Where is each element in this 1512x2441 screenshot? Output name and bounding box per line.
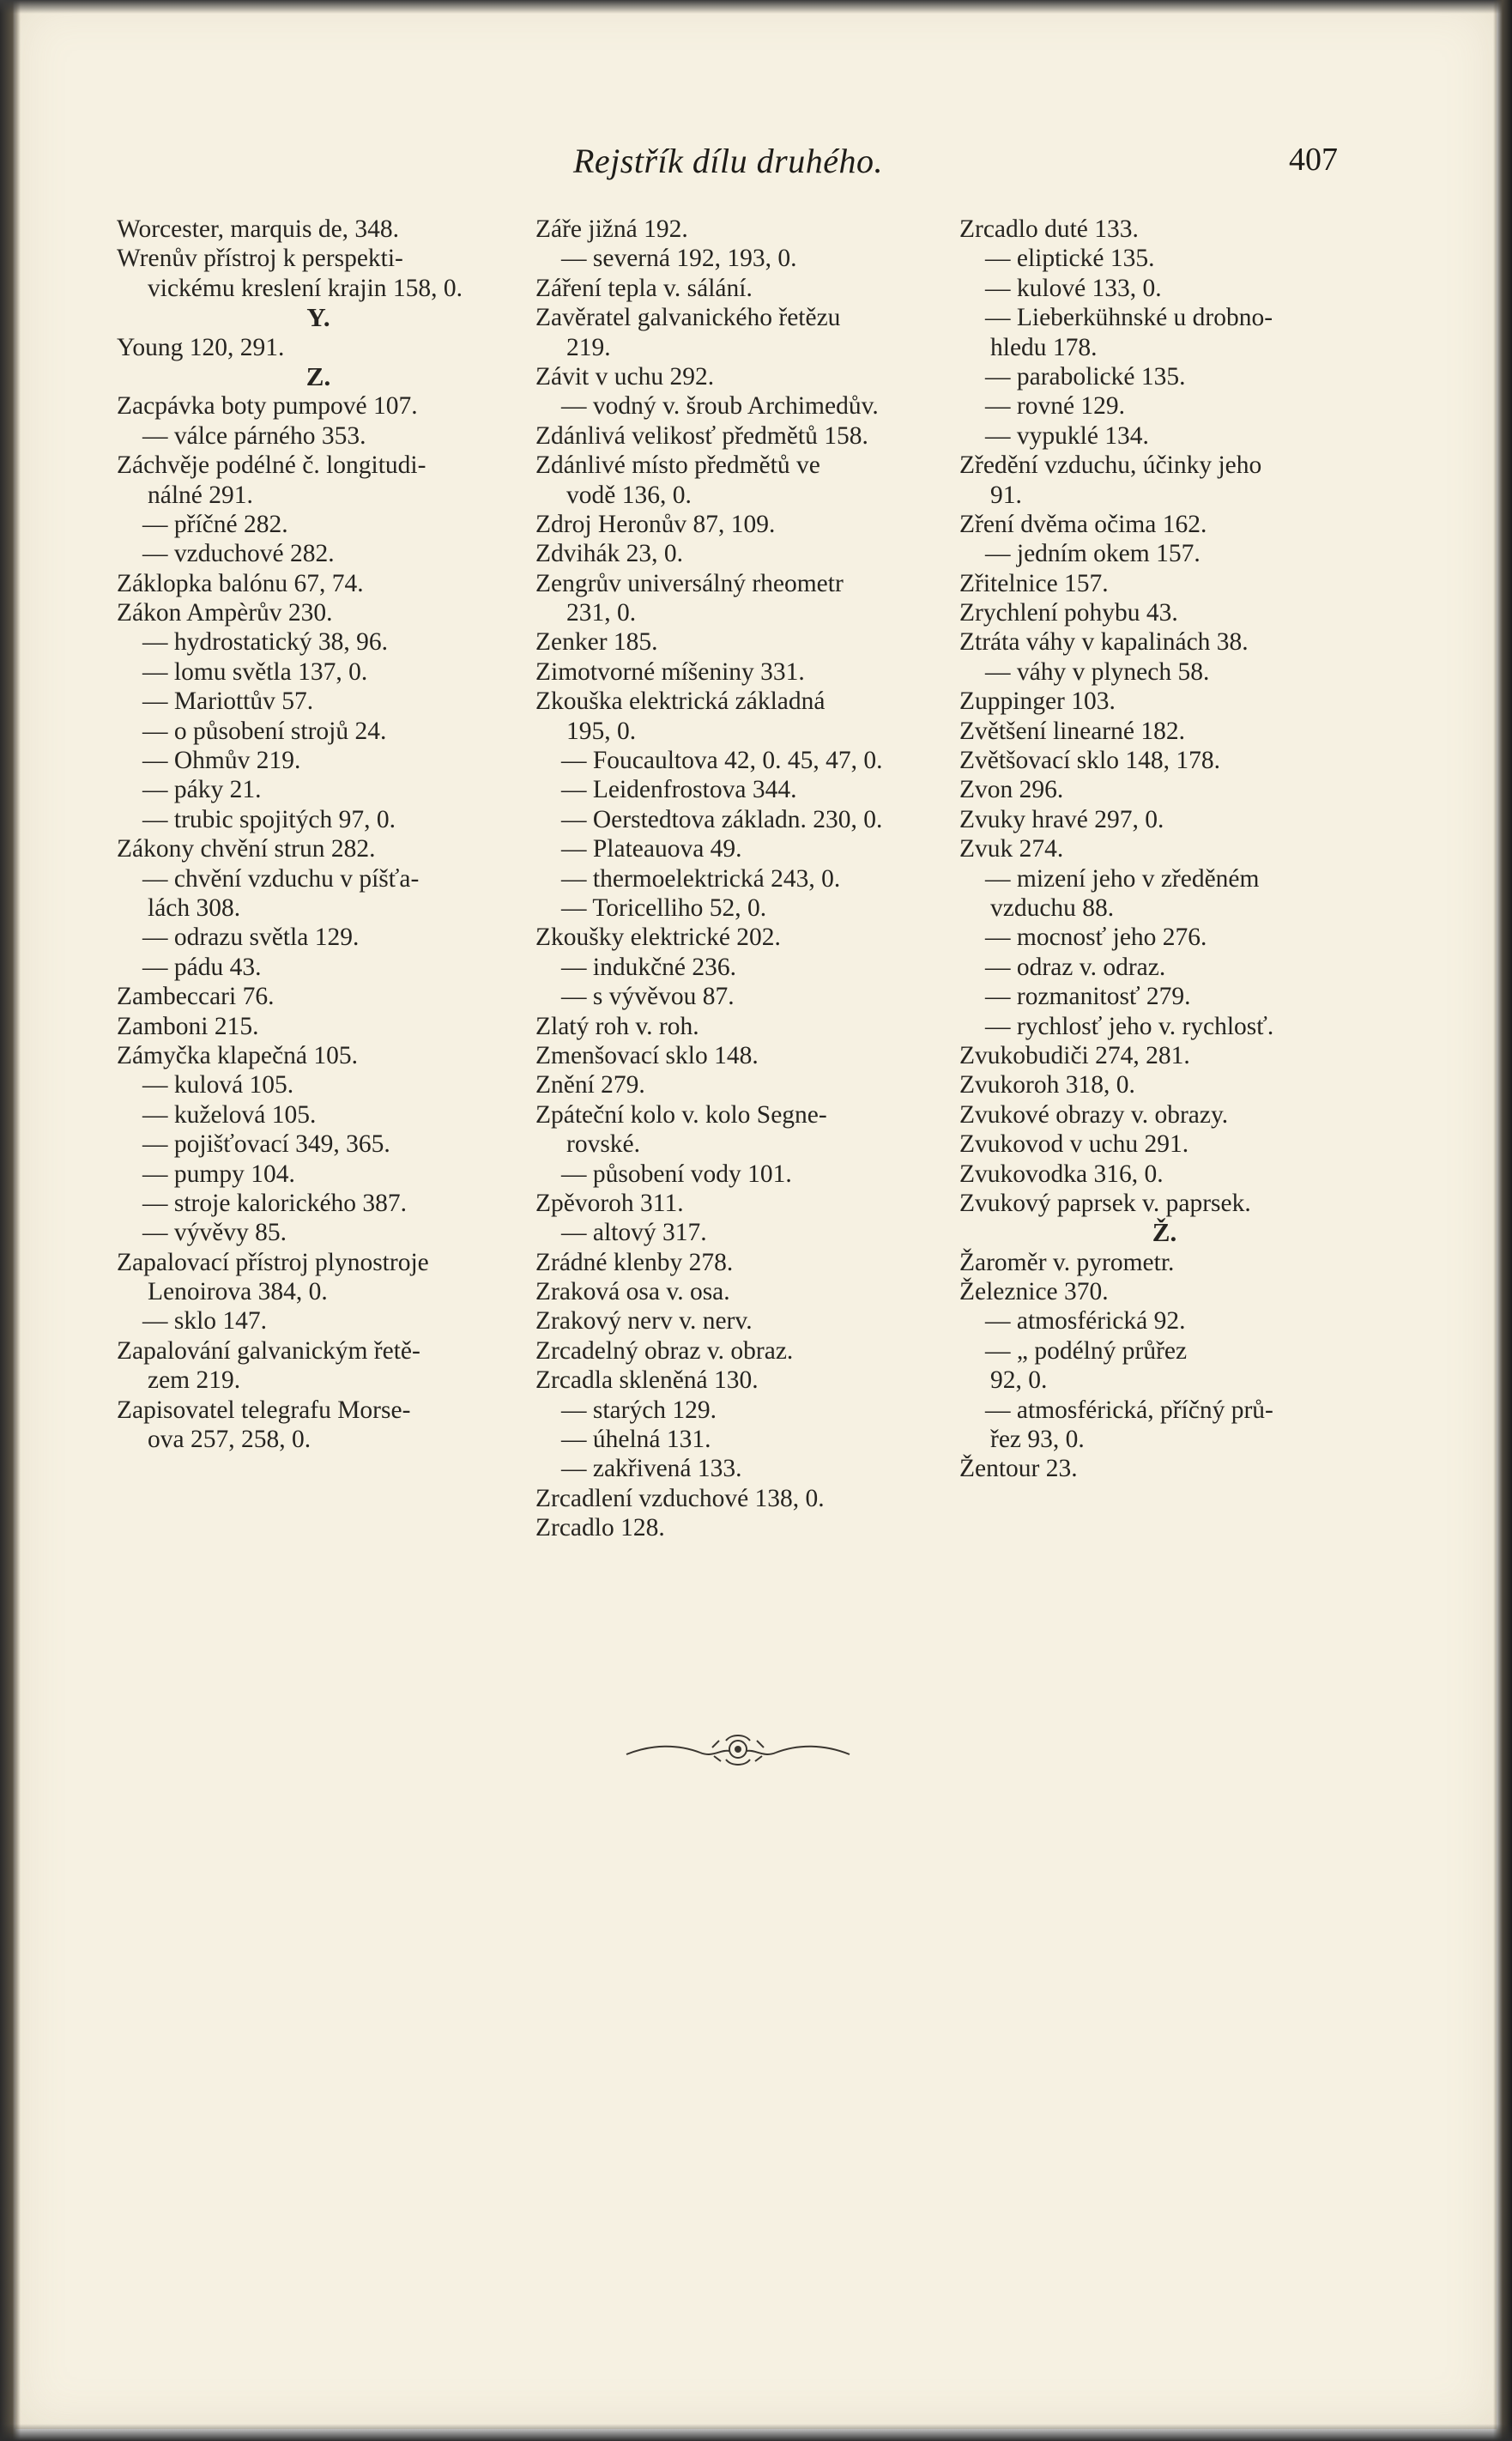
index-entry: Zvuk 274. <box>959 835 1064 863</box>
index-entry: Zrcadlo duté 133. <box>959 215 1139 243</box>
index-subentry: — pumpy 104. <box>142 1160 295 1188</box>
index-subentry: — rovné 129. <box>985 392 1126 421</box>
index-entry: Zambeccari 76. <box>117 983 275 1011</box>
index-entry-continuation: vickému kreslení krajin 158, 0. <box>148 274 463 302</box>
index-subentry: — váhy v plynech 58. <box>985 657 1210 686</box>
index-entry: Záření tepla v. sálání. <box>535 274 753 302</box>
index-entry: Zapalování galvanickým řetě- <box>117 1336 420 1365</box>
index-entry: Young 120, 291. <box>117 333 285 361</box>
index-entry: Zákon Ampèrův 230. <box>117 599 333 627</box>
index-subentry: — Foucaultova 42, 0. 45, 47, 0. <box>561 747 883 775</box>
index-subentry: — odraz v. odraz. <box>985 953 1166 981</box>
index-subentry: — kulová 105. <box>142 1071 294 1099</box>
index-entry: Zdánlivé místo předmětů ve <box>535 451 820 480</box>
index-subentry: — chvění vzduchu v píšťa- <box>142 864 420 893</box>
index-entry-continuation: hledu 178. <box>990 333 1098 361</box>
index-entry: Zapalovací přístroj plynostroje <box>117 1248 429 1276</box>
index-column-3 <box>959 215 1370 1484</box>
index-entry: Zmenšovací sklo 148. <box>535 1041 759 1069</box>
index-subentry: — Toricelliho 52, 0. <box>561 893 767 922</box>
index-entry: Zrakový nerv v. nerv. <box>535 1307 753 1336</box>
index-entry: Wrenův přístroj k perspekti- <box>117 245 403 273</box>
index-subentry: — trubic spojitých 97, 0. <box>142 805 396 833</box>
scan-edge-right <box>1493 0 1512 2441</box>
index-entry: Záře jižná 192. <box>535 215 688 243</box>
index-entry: Znění 279. <box>535 1071 645 1099</box>
letter-heading: Y. <box>306 302 330 333</box>
index-entry: Zpáteční kolo v. kolo Segne- <box>535 1100 827 1129</box>
index-entry-continuation: ova 257, 258, 0. <box>148 1426 311 1454</box>
index-subentry: — odrazu světla 129. <box>142 924 360 952</box>
index-entry: Zenker 185. <box>535 628 658 657</box>
index-entry: Zření dvěma očima 162. <box>959 510 1207 538</box>
page-number: 407 <box>1289 142 1338 178</box>
index-entry: Zrcadlo 128. <box>535 1514 665 1542</box>
index-subentry: — severná 192, 193, 0. <box>561 245 797 273</box>
index-subentry: — thermoelektrická 243, 0. <box>561 864 841 893</box>
index-entry-continuation: 195, 0. <box>566 717 637 745</box>
index-subentry: — s vývěvou 87. <box>561 983 735 1011</box>
index-entry-continuation: 92, 0. <box>990 1366 1048 1395</box>
index-entry-continuation: nálné 291. <box>148 481 253 509</box>
index-entry: Zengrův universálný rheometr <box>535 569 844 597</box>
index-subentry: — Lieberkühnské u drobno- <box>985 304 1273 332</box>
index-entry: Zákony chvění strun 282. <box>117 835 376 863</box>
index-entry: Zuppinger 103. <box>959 687 1116 716</box>
index-subentry: — sklo 147. <box>142 1307 268 1336</box>
index-subentry: — vypuklé 134. <box>985 421 1149 450</box>
index-entry: Zdvihák 23, 0. <box>535 540 684 568</box>
index-entry: Závit v uchu 292. <box>535 362 715 391</box>
index-subentry: — Leidenfrostova 344. <box>561 776 797 804</box>
index-entry: Zdánlivá velikosť předmětů 158. <box>535 421 868 450</box>
letter-heading: Ž. <box>1152 1217 1177 1248</box>
ornament-flourish-icon <box>618 1725 858 1777</box>
index-column-1 <box>117 215 520 1454</box>
index-entry: Zvětšení linearné 182. <box>959 717 1185 745</box>
index-entry-continuation: vodě 136, 0. <box>566 481 692 509</box>
index-entry: Ztráta váhy v kapalinách 38. <box>959 628 1249 657</box>
index-subentry: — mocnosť jeho 276. <box>985 924 1207 952</box>
index-entry: Zvětšovací sklo 148, 178. <box>959 747 1220 775</box>
scan-edge-top <box>0 0 1512 14</box>
index-subentry: — Mariottův 57. <box>142 687 314 716</box>
index-entry: Zamboni 215. <box>117 1012 259 1040</box>
index-subentry: — vývěvy 85. <box>142 1219 287 1247</box>
index-entry: Zvukobudiči 274, 281. <box>959 1041 1190 1069</box>
index-subentry: — mizení jeho v zředěném <box>985 864 1260 893</box>
index-subentry: — pádu 43. <box>142 953 262 981</box>
index-entry: Zkouška elektrická základná <box>535 687 826 716</box>
index-entry: Zkoušky elektrické 202. <box>535 924 781 952</box>
index-subentry: — rozmanitosť 279. <box>985 983 1191 1011</box>
index-entry: Zrychlení pohybu 43. <box>959 599 1178 627</box>
index-entry: Žaroměr v. pyrometr. <box>959 1248 1175 1276</box>
index-entry: Zdroj Heronův 87, 109. <box>535 510 776 538</box>
index-subentry: — atmosférická 92. <box>985 1307 1186 1336</box>
index-entry: Zacpávka boty pumpové 107. <box>117 392 418 421</box>
index-entry-continuation: řez 93, 0. <box>990 1426 1085 1454</box>
index-entry-continuation: lách 308. <box>148 893 241 922</box>
scan-edge-left <box>0 0 21 2441</box>
letter-heading: Z. <box>305 360 331 391</box>
index-entry-continuation: rovské. <box>566 1130 641 1159</box>
index-entry-continuation: 91. <box>990 481 1022 509</box>
index-entry-continuation: Lenoirova 384, 0. <box>148 1278 328 1306</box>
index-entry: Zámyčka klapečná 105. <box>117 1041 358 1069</box>
index-entry: Zapisovatel telegrafu Morse- <box>117 1396 411 1424</box>
index-subentry: — starých 129. <box>561 1396 717 1424</box>
index-subentry: — indukčné 236. <box>561 953 737 981</box>
index-subentry: — kulové 133, 0. <box>985 274 1162 302</box>
index-entry: Zvuky hravé 297, 0. <box>959 805 1164 833</box>
running-title: Rejstřík dílu druhého. <box>573 142 883 180</box>
index-entry: Zpěvoroh 311. <box>535 1189 684 1217</box>
index-subentry: — stroje kalorického 387. <box>142 1189 408 1217</box>
index-entry: Zraková osa v. osa. <box>535 1278 730 1306</box>
index-subentry: — lomu světla 137, 0. <box>142 657 368 686</box>
index-entry: Záchvěje podélné č. longitudi- <box>117 451 426 480</box>
index-subentry: — „ podélný průřez <box>985 1336 1188 1365</box>
index-entry: Zrcadla skleněná 130. <box>535 1366 759 1395</box>
index-entry-continuation: vzduchu 88. <box>990 893 1115 922</box>
index-entry: Železnice 370. <box>959 1278 1109 1306</box>
index-subentry: — jedním okem 157. <box>985 540 1201 568</box>
index-subentry: — altový 317. <box>561 1219 707 1247</box>
index-entry-continuation: 219. <box>566 333 611 361</box>
index-subentry: — kuželová 105. <box>142 1100 317 1129</box>
running-header <box>0 141 1512 189</box>
index-subentry: — válce párného 353. <box>142 421 366 450</box>
index-subentry: — o působení strojů 24. <box>142 717 387 745</box>
index-entry: Zrádné klenby 278. <box>535 1248 734 1276</box>
index-entry: Zředění vzduchu, účinky jeho <box>959 451 1262 480</box>
index-subentry: — pojišťovací 349, 365. <box>142 1130 390 1159</box>
index-entry-continuation: 231, 0. <box>566 599 637 627</box>
index-entry: Zvon 296. <box>959 776 1064 804</box>
index-subentry: — Oerstedtova základn. 230, 0. <box>561 805 883 833</box>
scan-edge-bottom <box>0 2424 1512 2441</box>
index-entry: Zlatý roh v. roh. <box>535 1012 699 1040</box>
index-subentry: — Plateauova 49. <box>561 835 742 863</box>
index-entry: Worcester, marquis de, 348. <box>117 215 400 243</box>
index-subentry: — vzduchové 282. <box>142 540 335 568</box>
index-entry: Zimotvorné míšeniny 331. <box>535 657 805 686</box>
index-subentry: — hydrostatický 38, 96. <box>142 628 388 657</box>
index-entry: Zvukoroh 318, 0. <box>959 1071 1135 1099</box>
index-subentry: — rychlosť jeho v. rychlosť. <box>985 1012 1274 1040</box>
index-subentry: — páky 21. <box>142 776 262 804</box>
index-entry: Zřitelnice 157. <box>959 569 1109 597</box>
index-subentry: — atmosférická, příčný prů- <box>985 1396 1273 1424</box>
index-subentry: — vodný v. šroub Archimedův. <box>561 392 879 421</box>
index-subentry: — příčné 282. <box>142 510 288 538</box>
index-entry: Zvukovod v uchu 291. <box>959 1130 1189 1159</box>
index-subentry: — úhelná 131. <box>561 1426 711 1454</box>
index-subentry: — zakřivená 133. <box>561 1455 742 1483</box>
index-column-2 <box>535 215 939 1543</box>
index-subentry: — působení vody 101. <box>561 1160 792 1188</box>
index-entry-continuation: zem 219. <box>148 1366 241 1395</box>
index-entry: Zvukové obrazy v. obrazy. <box>959 1100 1229 1129</box>
index-entry: Zvukovodka 316, 0. <box>959 1160 1164 1188</box>
index-subentry: — parabolické 135. <box>985 362 1186 391</box>
index-entry: Zrcadelný obraz v. obraz. <box>535 1336 794 1365</box>
index-entry: Zvukový paprsek v. paprsek. <box>959 1189 1251 1217</box>
index-entry: Zrcadlení vzduchové 138, 0. <box>535 1484 825 1512</box>
index-entry: Zavěratel galvanického řetězu <box>535 304 841 332</box>
index-subentry: — eliptické 135. <box>985 245 1155 273</box>
index-entry: Žentour 23. <box>959 1455 1078 1483</box>
index-subentry: — Ohmův 219. <box>142 747 301 775</box>
index-entry: Záklopka balónu 67, 74. <box>117 569 364 597</box>
